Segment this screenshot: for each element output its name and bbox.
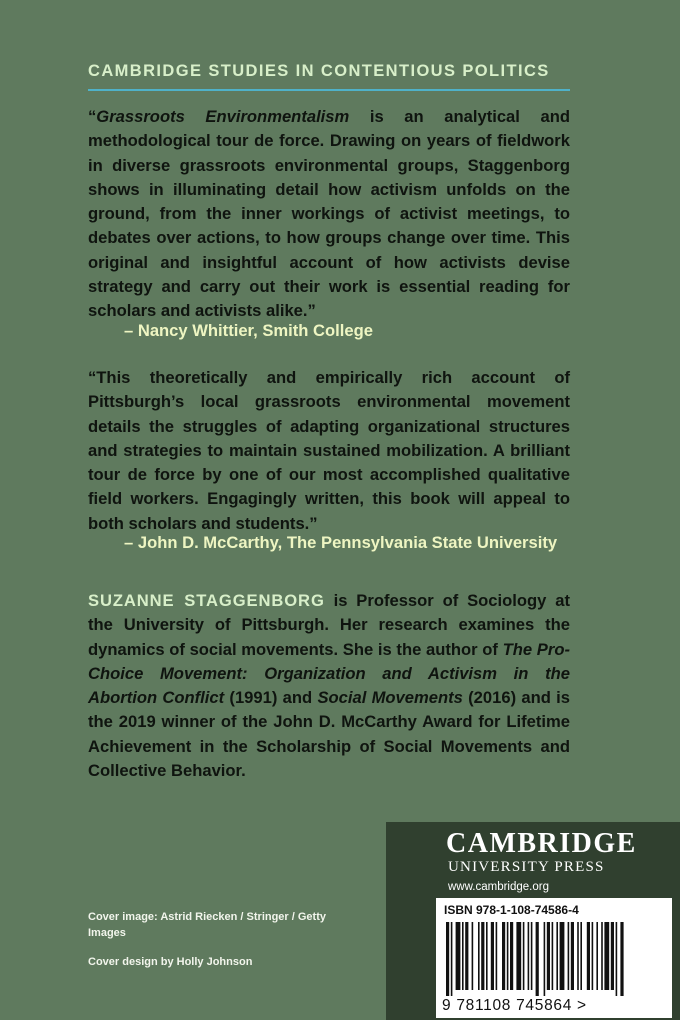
publisher-subtitle: UNIVERSITY PRESS bbox=[448, 859, 605, 875]
barcode-bar bbox=[536, 922, 539, 996]
bio-text-2: (1991) and bbox=[224, 688, 318, 708]
barcode-bar bbox=[577, 922, 579, 990]
author-bio bbox=[88, 589, 570, 783]
barcode-bar bbox=[580, 922, 582, 990]
barcode-bar bbox=[462, 922, 464, 990]
barcode-bar bbox=[547, 922, 550, 990]
barcode-bar bbox=[556, 922, 558, 990]
quote-open-mark: “ bbox=[88, 107, 97, 126]
barcode-bar bbox=[446, 922, 449, 996]
publisher-name: CAMBRIDGE bbox=[446, 828, 637, 859]
blurb-quote-1 bbox=[88, 105, 570, 324]
author-name: SUZANNE STAGGENBORG bbox=[88, 591, 325, 610]
barcode-bar bbox=[601, 922, 603, 990]
barcode-bar bbox=[528, 922, 530, 990]
quote-1-text: is an analytical and methodological tour de force. Drawing on years of fieldwork in diverse grassroots environmental groups, Staggenborg shows in illuminating detail how activism unfolds on the ground, from the inner workings of activist meetings, to debates over actions, to how groups change over time. This original and insightful account of how activists devise strategy and carry out their work is essential reading for scholars and activists alike.” bbox=[88, 107, 570, 321]
series-divider bbox=[88, 89, 570, 91]
publisher-url[interactable]: www.cambridge.org bbox=[448, 881, 549, 893]
book-title: Grassroots Environmentalism bbox=[96, 107, 350, 126]
barcode-bar bbox=[496, 922, 498, 990]
barcode-bar bbox=[507, 922, 509, 990]
publisher-block bbox=[386, 822, 680, 1020]
bio-book-2: Social Movements bbox=[317, 688, 463, 708]
barcode-bar bbox=[516, 922, 521, 990]
bio-book-1: The Pro-Choice Movement: Organization and Activism in the Abortion Conflict bbox=[88, 639, 570, 708]
cover-credits bbox=[88, 909, 328, 970]
barcode-bar bbox=[486, 922, 488, 990]
barcode-bar bbox=[472, 922, 474, 990]
barcode-bar bbox=[571, 922, 574, 990]
barcode-bar bbox=[478, 922, 480, 990]
blurb-attribution-2: – John D. McCarthy, The Pennsylvania State University bbox=[124, 533, 558, 552]
blurb-quote-2: “This theoretically and empirically rich account of Pittsburgh’s local grassroots environmental movement details the struggles of adapting organizational structures and strategies to maintain sustained mobilization. A brilliant tour de force by one of our most accomplished qualitative field workers. Engagingly written, this book will appeal to both scholars and students.” bbox=[88, 368, 570, 533]
series-title: CAMBRIDGE STUDIES IN CONTENTIOUS POLITICS bbox=[88, 62, 550, 80]
blurb-attribution-1: – Nancy Whittier, Smith College bbox=[124, 321, 373, 340]
barcode-bar bbox=[451, 922, 453, 996]
isbn-label: ISBN 978-1-108-74586-4 bbox=[444, 903, 579, 917]
barcode-bar bbox=[510, 922, 513, 990]
barcode-bar bbox=[611, 922, 614, 990]
barcode-bar bbox=[481, 922, 484, 990]
isbn-barcode bbox=[436, 898, 672, 1018]
barcode-bar bbox=[568, 922, 570, 990]
barcode-bars bbox=[444, 922, 664, 996]
barcode-bar bbox=[592, 922, 594, 990]
barcode-bar bbox=[596, 922, 598, 990]
barcode-bar bbox=[502, 922, 505, 990]
barcode-bar bbox=[552, 922, 554, 990]
barcode-bar bbox=[616, 922, 618, 996]
barcode-bar bbox=[523, 922, 525, 990]
barcode-bar bbox=[620, 922, 623, 996]
bio-text-1: is Professor of Sociology at the University of Pittsburgh. Her research examines the dynamics of social movements. She is the author of bbox=[88, 591, 570, 659]
cover-image-credit: Cover image: Astrid Riecken / Stringer / Getty Images bbox=[88, 911, 326, 939]
barcode-bar bbox=[531, 922, 533, 990]
barcode-bar bbox=[491, 922, 494, 990]
barcode-bar bbox=[604, 922, 609, 990]
barcode-bar bbox=[587, 922, 590, 990]
barcode-bar bbox=[560, 922, 565, 990]
barcode-bar bbox=[456, 922, 461, 990]
barcode-bar bbox=[465, 922, 468, 990]
bio-text-3: (2016) and is the 2019 winner of the John D. McCarthy Award for Lifetime Achievement in the Scholarship of Social Movements and Collective Behavior. bbox=[88, 688, 570, 781]
cover-design-credit: Cover design by Holly Johnson bbox=[88, 956, 253, 968]
barcode-bar bbox=[544, 922, 546, 996]
barcode-digits: 9 781108 745864 > bbox=[442, 997, 587, 1014]
